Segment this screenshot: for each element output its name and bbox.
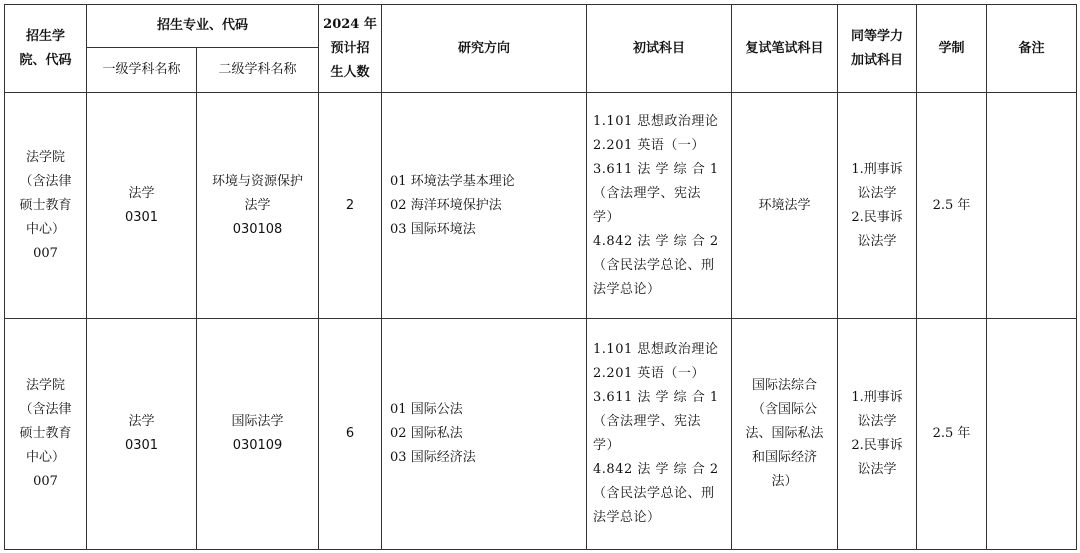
college-cell: 法学院 （含法律 硕士教育 中心） 007 — [5, 319, 87, 550]
table-row — [5, 93, 1077, 319]
header-level2: 二级学科名称 — [197, 48, 319, 93]
table-row — [5, 319, 1077, 550]
direction-cell: 01 环境法学基本理论 02 海洋环境保护法 03 国际环境法 — [382, 93, 587, 319]
direction-cell: 01 国际公法 02 国际私法 03 国际经济法 — [382, 319, 587, 550]
duration-cell: 2.5 年 — [917, 93, 987, 319]
header-equivalent: 同等学力 加试科目 — [838, 5, 917, 93]
retest-cell: 国际法综合 （含国际公 法、国际私法 和国际经济 法） — [732, 319, 838, 550]
level1-cell: 法学 0301 — [87, 93, 197, 319]
level2-cell: 国际法学 030109 — [197, 319, 319, 550]
enrollment-table — [4, 4, 1077, 550]
enrollment-cell: 2 — [319, 93, 382, 319]
header-direction: 研究方向 — [382, 5, 587, 93]
equivalent-cell: 1.刑事诉 讼法学 2.民事诉 讼法学 — [838, 319, 917, 550]
header-major-code: 招生专业、代码 — [87, 5, 319, 48]
level2-cell: 环境与资源保护 法学 030108 — [197, 93, 319, 319]
retest-cell: 环境法学 — [732, 93, 838, 319]
notes-cell — [987, 93, 1077, 319]
header-notes: 备注 — [987, 5, 1077, 93]
college-cell: 法学院 （含法律 硕士教育 中心） 007 — [5, 93, 87, 319]
equivalent-cell: 1.刑事诉 讼法学 2.民事诉 讼法学 — [838, 93, 917, 319]
header-enrollment: 2024 年 预计招 生人数 — [319, 5, 382, 93]
level1-cell: 法学 0301 — [87, 319, 197, 550]
enrollment-cell: 6 — [319, 319, 382, 550]
header-duration: 学制 — [917, 5, 987, 93]
header-college: 招生学 院、代码 — [5, 5, 87, 93]
duration-cell: 2.5 年 — [917, 319, 987, 550]
header-first-exam: 初试科目 — [587, 5, 732, 93]
first-exam-cell: 1.101 思想政治理论 2.201 英语（一） 3.611 法 学 综 合 1 （含法理学、宪法 学） 4.842 法 学 综 合 2 （含民法学总论、刑 法学总论） — [587, 93, 732, 319]
first-exam-cell: 1.101 思想政治理论 2.201 英语（一） 3.611 法 学 综 合 1 （含法理学、宪法 学） 4.842 法 学 综 合 2 （含民法学总论、刑 法学总论） — [587, 319, 732, 550]
header-retest: 复试笔试科目 — [732, 5, 838, 93]
notes-cell — [987, 319, 1077, 550]
header-level1: 一级学科名称 — [87, 48, 197, 93]
